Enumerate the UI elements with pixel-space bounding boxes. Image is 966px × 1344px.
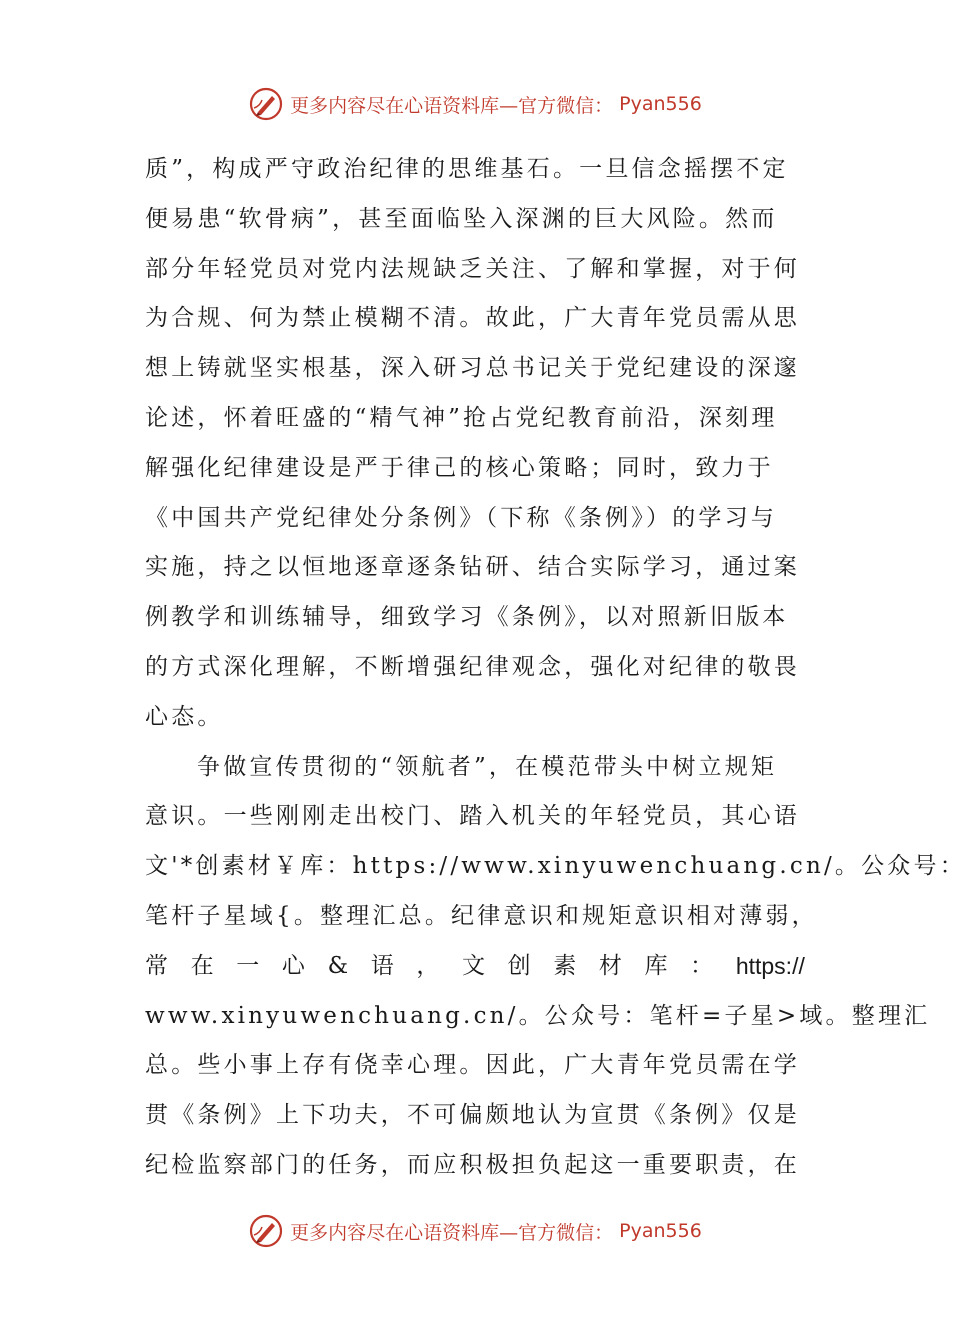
glyph: 创 xyxy=(507,952,531,979)
text-line: 文'*创素材￥库：https://www.xinyuwenchuang.cn/。公众号： xyxy=(145,853,966,880)
text-line: 实施，持之以恒地逐章逐条钻研、结合实际学习，通过案 xyxy=(145,554,800,581)
watermark-text: 更多内容尽在心语资料库—官方微信： xyxy=(290,1221,614,1244)
glyph: 材 xyxy=(598,952,622,979)
glyph: 常 xyxy=(145,952,168,979)
glyph: ， xyxy=(416,952,440,979)
spread-text-line xyxy=(145,942,805,992)
text-line: 便易患“软骨病”，甚至面临坠入深渊的巨大风险。然而 xyxy=(145,205,778,232)
paragraph-first-line: 争做宣传贯彻的“领航者”，在模范带头中树立规矩 xyxy=(197,753,778,780)
text-line: 贯《条例》上下功夫，不可偏颇地认为宣贯《条例》仅是 xyxy=(145,1102,800,1129)
glyph: 一 xyxy=(236,952,260,979)
glyph: 心 xyxy=(281,952,305,979)
text-line: 笔杆子星域{。整理汇总。纪律意识和规矩意识相对薄弱， xyxy=(145,902,818,929)
wechat-handle: Pyan556 xyxy=(619,93,702,115)
text-line: 为合规、何为禁止模糊不清。故此，广大青年党员需从思 xyxy=(145,305,800,332)
glyph: & xyxy=(327,952,349,979)
text-line: 解强化纪律建设是严于律己的核心策略；同时，致力于 xyxy=(145,454,774,481)
text-line: 的方式深化理解，不断增强纪律观念，强化对纪律的敬畏 xyxy=(145,653,800,680)
text-line: 《中国共产党纪律处分条例》（下称《条例》）的学习与 xyxy=(145,504,777,531)
watermark-text: 更多内容尽在心语资料库—官方微信： xyxy=(290,94,614,117)
text-line: 论述，怀着旺盛的“精气神”抢占党纪教育前沿，深刻理 xyxy=(145,404,778,431)
glyph: 在 xyxy=(190,952,214,979)
url-fragment: https:// xyxy=(735,952,805,979)
text-line: www.xinyuwenchuang.cn/。公众号：笔杆=子星>域。整理汇 xyxy=(145,1002,931,1029)
pen-logo-icon xyxy=(248,86,284,122)
header-watermark xyxy=(0,82,950,126)
glyph: 库 xyxy=(644,952,668,979)
text-line: 心态。 xyxy=(145,703,224,730)
wechat-handle: Pyan556 xyxy=(619,1220,702,1242)
glyph: 语 xyxy=(370,952,394,979)
text-line: 纪检监察部门的任务，而应积极担负起这一重要职责，在 xyxy=(145,1151,800,1178)
glyph: ： xyxy=(690,952,714,979)
pen-logo-icon xyxy=(248,1213,284,1249)
glyph: 文 xyxy=(461,952,485,979)
glyph: 素 xyxy=(553,952,577,979)
text-line: 质”，构成严守政治纪律的思维基石。一旦信念摇摆不定 xyxy=(145,156,789,182)
text-line: 总。些小事上存有侥幸心理。因此，广大青年党员需在学 xyxy=(145,1052,800,1079)
footer-watermark xyxy=(0,1209,950,1253)
text-line: 例教学和训练辅导，细致学习《条例》，以对照新旧版本 xyxy=(145,604,789,631)
text-line: 想上铸就坚实根基，深入研习总书记关于党纪建设的深邃 xyxy=(145,355,800,382)
text-line: 意识。一些刚刚走出校门、踏入机关的年轻党员，其心语 xyxy=(145,803,800,830)
document-body xyxy=(145,145,966,1191)
text-line: 部分年轻党员对党内法规缺乏关注、了解和掌握，对于何 xyxy=(145,255,800,282)
